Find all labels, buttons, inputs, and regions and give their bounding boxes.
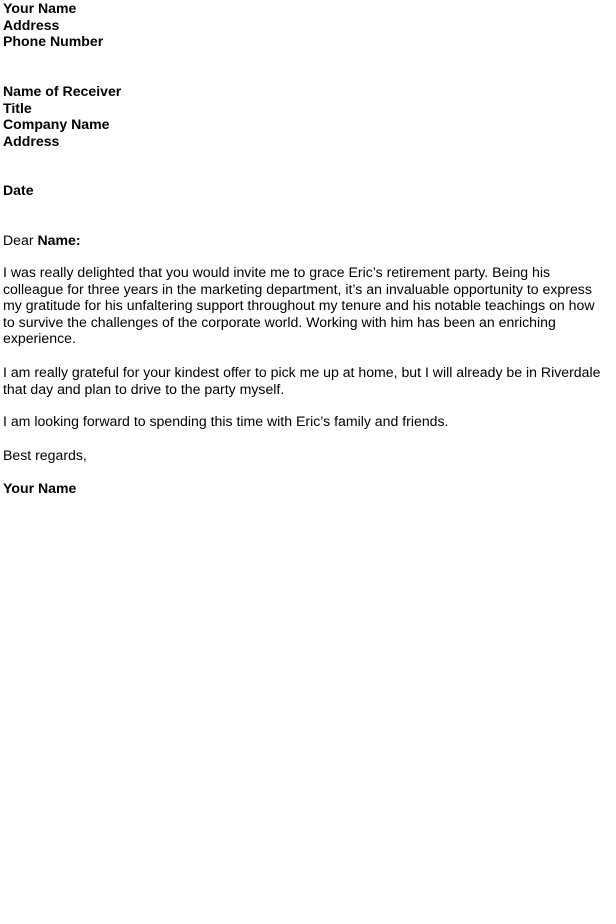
sender-phone: Phone Number (3, 33, 104, 50)
salutation (3, 232, 81, 249)
letter-date: Date (3, 182, 34, 198)
signature (3, 480, 76, 497)
paragraph-line: colleague for three years in the marketing department, it’s an invaluable opportunity to express (3, 280, 592, 297)
paragraph-line: I am looking forward to spending this time with Eric’s family and friends. (3, 413, 449, 429)
body-paragraph-3 (3, 413, 448, 430)
paragraph-line: that day and plan to drive to the party myself. (3, 380, 285, 397)
closing-text: Best regards, (3, 447, 87, 463)
salutation-prefix: Dear (3, 232, 38, 248)
date-block (3, 182, 34, 199)
sender-block (3, 0, 103, 50)
receiver-title: Title (3, 99, 32, 116)
receiver-name: Name of Receiver (3, 83, 122, 99)
body-paragraph-2 (3, 364, 600, 397)
receiver-address: Address (3, 132, 60, 149)
paragraph-line: I was really delighted that you would invite me to grace Eric’s retirement party. Being his (3, 264, 551, 280)
receiver-block (3, 83, 121, 149)
paragraph-line: experience. (3, 330, 76, 347)
paragraph-line: my gratitude for his unfaltering support throughout my tenure and his notable teachings on how (3, 297, 595, 314)
receiver-company: Company Name (3, 116, 110, 133)
salutation-name: Name: (37, 232, 81, 248)
sender-name: Your Name (3, 0, 77, 16)
closing (3, 447, 87, 464)
body-paragraph-1 (3, 264, 595, 347)
sender-address: Address (3, 16, 60, 33)
paragraph-line: I am really grateful for your kindest offer to pick me up at home, but I will already be in Riverdale (3, 364, 601, 380)
paragraph-line: to survive the challenges of the corporate world. Working with him has been an enriching (3, 313, 556, 330)
signature-name: Your Name (3, 480, 77, 496)
